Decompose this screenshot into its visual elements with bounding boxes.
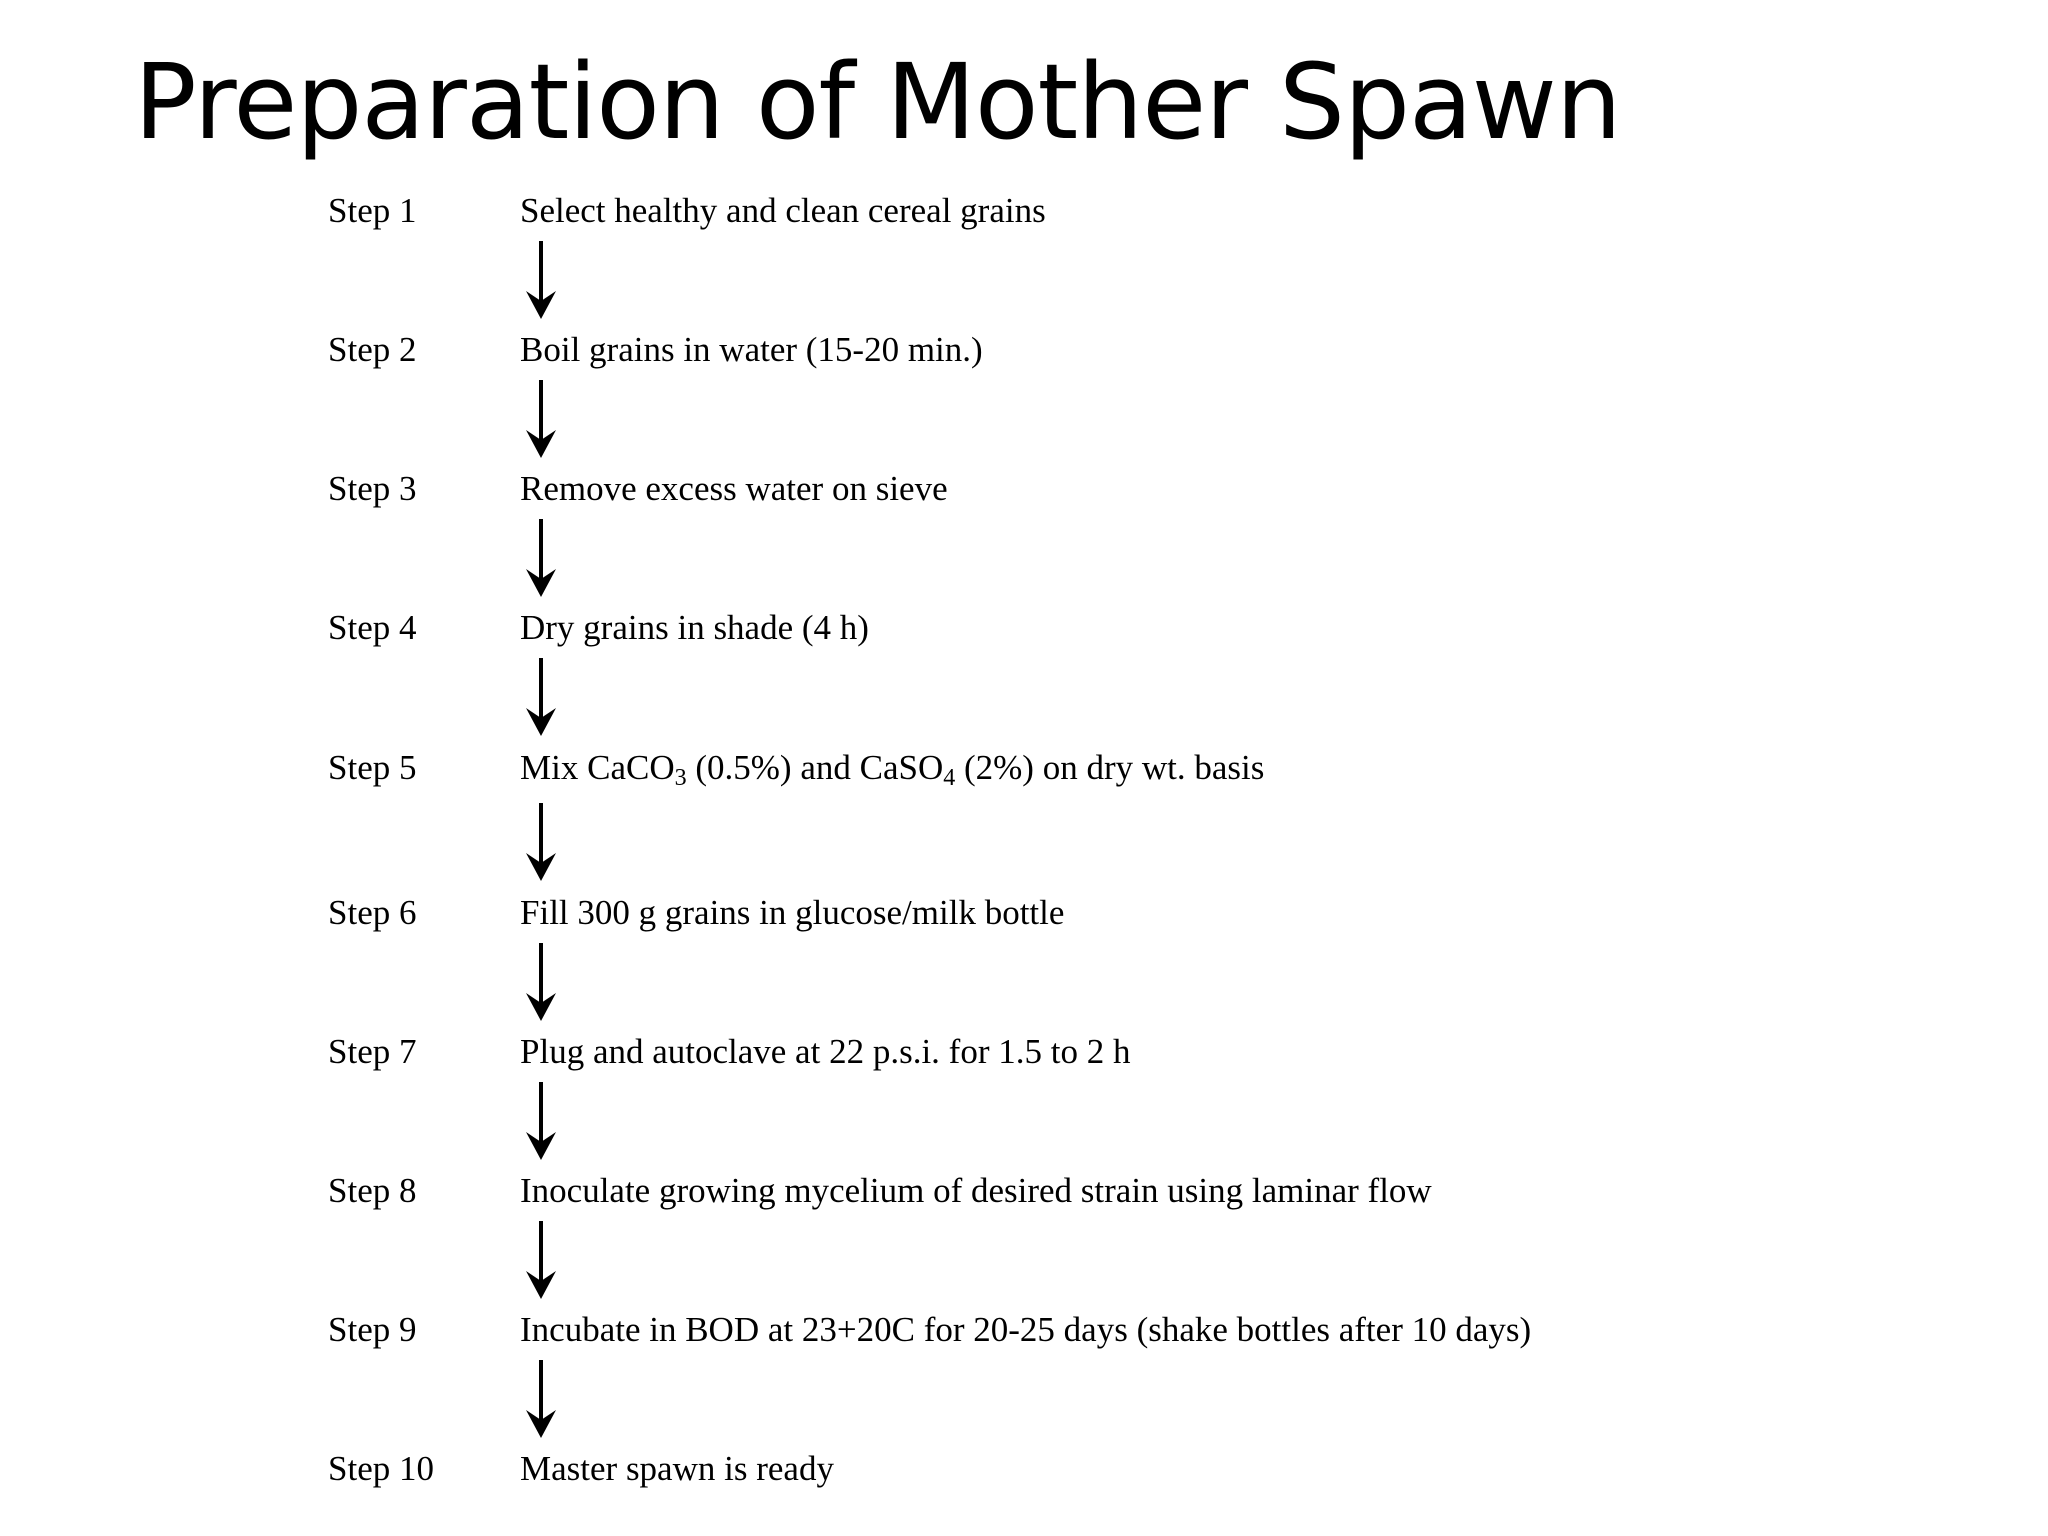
step-label: Step 9: [328, 1310, 417, 1349]
step-label: Step 3: [328, 469, 417, 508]
step-text: Inoculate growing mycelium of desired strain using laminar flow: [520, 1171, 1432, 1210]
down-arrow-icon: [524, 1082, 558, 1162]
step-row-8: [0, 1167, 2048, 1215]
step-label: Step 8: [328, 1171, 417, 1210]
step-label: Step 10: [328, 1449, 434, 1488]
step-row-2: [0, 326, 2048, 374]
step-text: Mix CaCO$_3$ (0.5%) and CaSO$_4$ (2%) on dry wt. basis: [520, 748, 1265, 791]
step-row-1: [0, 187, 2048, 235]
down-arrow-icon: [524, 943, 558, 1023]
step-text: Remove excess water on sieve: [520, 469, 948, 508]
down-arrow-icon: [524, 1221, 558, 1301]
step-row-5: [0, 744, 2048, 792]
step-label: Step 4: [328, 608, 417, 647]
down-arrow-icon: [524, 519, 558, 599]
step-text: Plug and autoclave at 22 p.s.i. for 1.5 to 2 h: [520, 1032, 1131, 1071]
step-text: Select healthy and clean cereal grains: [520, 191, 1046, 230]
step-label: Step 7: [328, 1032, 417, 1071]
step-text: Master spawn is ready: [520, 1449, 834, 1488]
step-text: Fill 300 g grains in glucose/milk bottle: [520, 893, 1065, 932]
step-row-7: [0, 1028, 2048, 1076]
down-arrow-icon: [524, 380, 558, 460]
step-text: Dry grains in shade (4 h): [520, 608, 869, 647]
step-row-4: [0, 604, 2048, 652]
step-label: Step 6: [328, 893, 417, 932]
step-label: Step 2: [328, 330, 417, 369]
step-row-10: [0, 1445, 2048, 1493]
step-row-9: [0, 1306, 2048, 1354]
step-row-6: [0, 889, 2048, 937]
down-arrow-icon: [524, 241, 558, 321]
slide-title: Preparation of Mother Spawn: [134, 41, 1621, 163]
down-arrow-icon: [524, 658, 558, 738]
step-row-3: [0, 465, 2048, 513]
step-label: Step 1: [328, 191, 417, 230]
step-text: Incubate in BOD at 23+20C for 20-25 days (shake bottles after 10 days): [520, 1310, 1532, 1349]
step-text: Boil grains in water (15-20 min.): [520, 330, 983, 369]
step-label: Step 5: [328, 748, 417, 787]
down-arrow-icon: [524, 1360, 558, 1440]
down-arrow-icon: [524, 803, 558, 883]
